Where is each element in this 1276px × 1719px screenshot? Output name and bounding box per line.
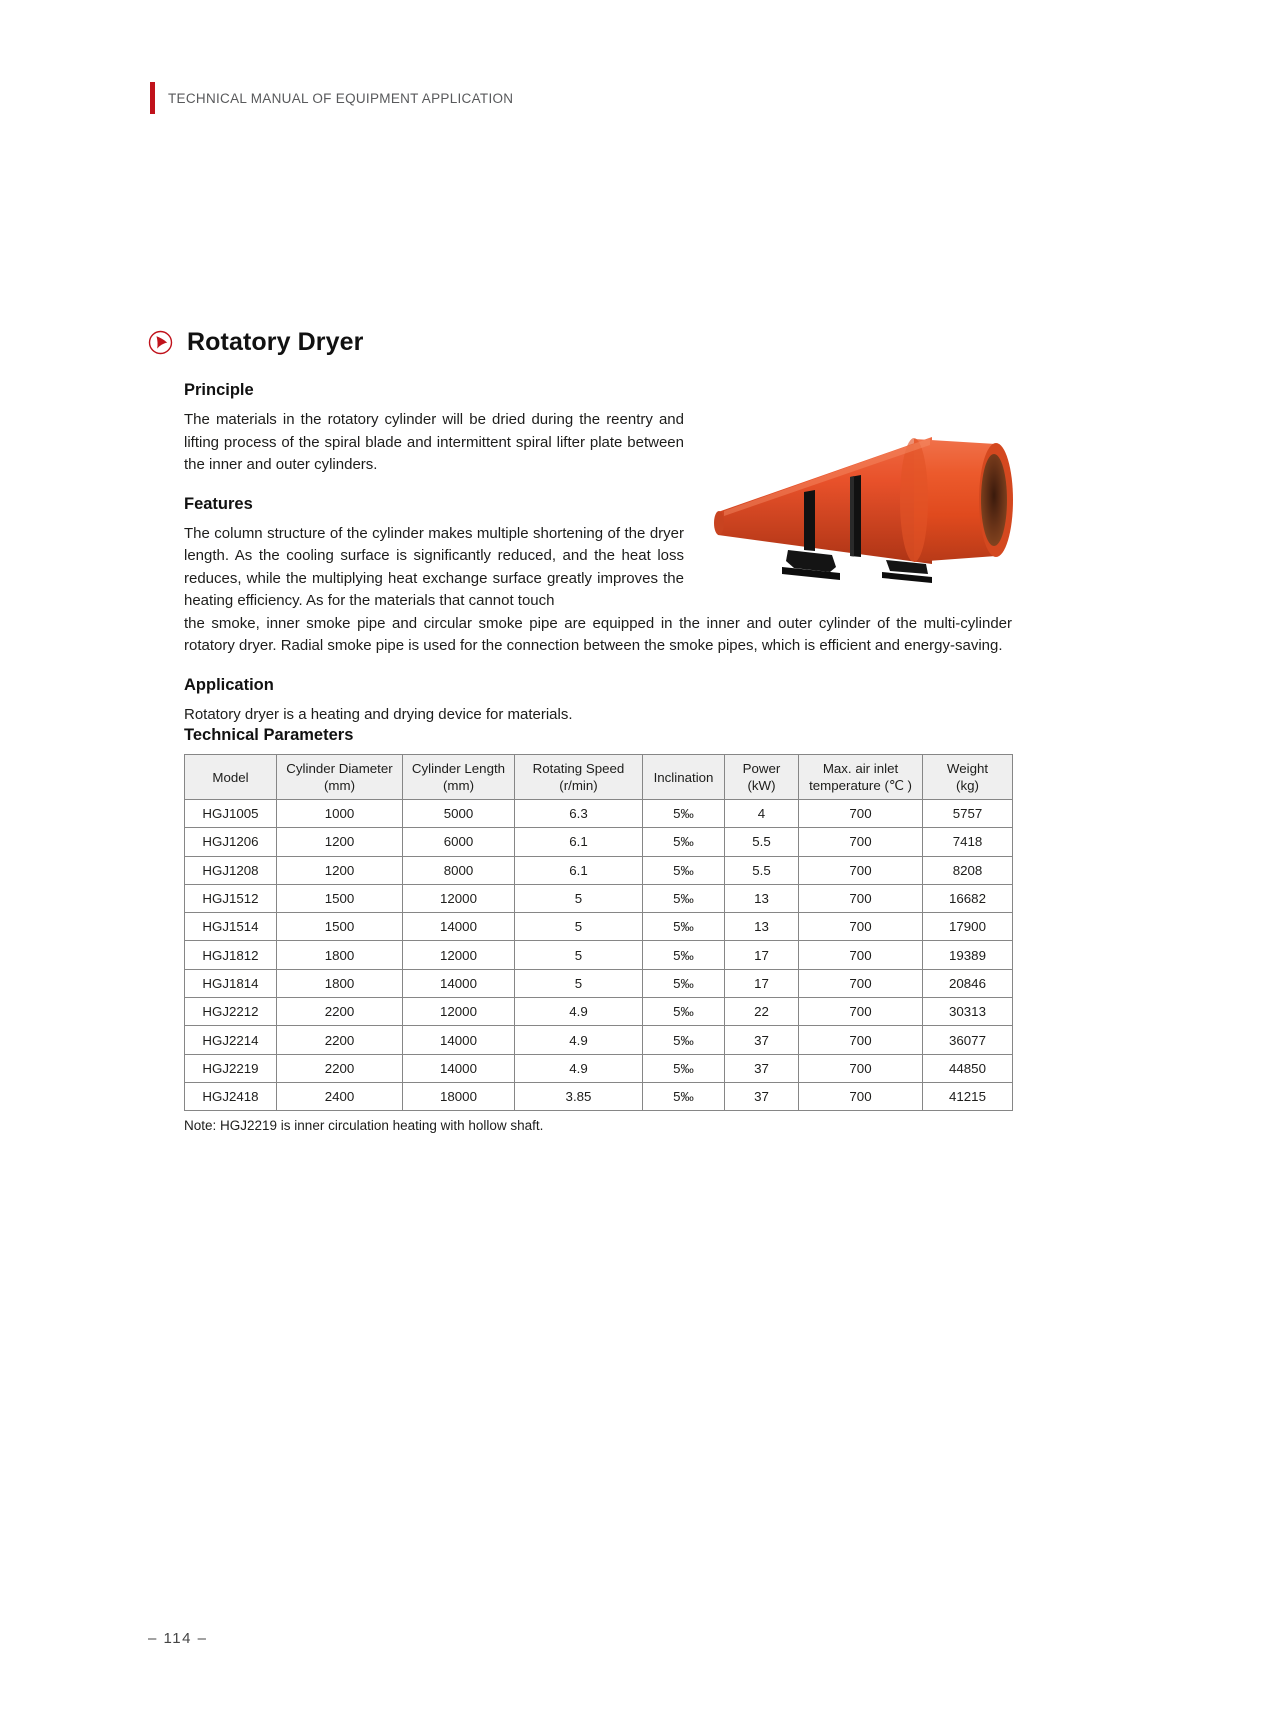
table-cell: 12000 (403, 998, 515, 1026)
cell-model: HGJ1512 (185, 884, 277, 912)
table-cell: 5‰ (643, 998, 725, 1026)
features-text-full: the smoke, inner smoke pipe and circular smoke pipe are equipped in the inner and outer cylinder of the multi-cylinder rotatory dryer. Radial smoke pipe is used for the connection between the smoke pipes, which is efficient and energy-saving. (184, 614, 1012, 654)
table-cell: 1500 (277, 884, 403, 912)
table-cell: 700 (799, 941, 923, 969)
table-cell: 5‰ (643, 884, 725, 912)
table-cell: 19389 (923, 941, 1013, 969)
table-row (185, 998, 1013, 1026)
column-header-7 (923, 755, 1013, 800)
table-cell: 30313 (923, 998, 1013, 1026)
section-title-row (148, 328, 363, 357)
cell-model: HGJ2219 (185, 1054, 277, 1082)
column-header-line1: Cylinder Diameter (286, 761, 393, 776)
column-header-4 (643, 755, 725, 800)
table-cell: 1800 (277, 969, 403, 997)
table-cell: 700 (799, 884, 923, 912)
column-header-line2: (r/min) (559, 778, 598, 793)
table-cell: 14000 (403, 1054, 515, 1082)
table-cell: 700 (799, 1026, 923, 1054)
table-cell: 5000 (403, 800, 515, 828)
column-header-0 (185, 755, 277, 800)
table-cell: 5.5 (725, 856, 799, 884)
column-header-line1: Rotating Speed (532, 761, 625, 776)
table-cell: 4.9 (515, 998, 643, 1026)
cell-model: HGJ1812 (185, 941, 277, 969)
table-cell: 700 (799, 856, 923, 884)
table-cell: 1000 (277, 800, 403, 828)
column-header-2 (403, 755, 515, 800)
principle-text: The materials in the rotatory cylinder will be dried during the reentry and lifting process of the spiral blade and intermittent spiral lifter plate between the inner and outer cylinders. (184, 411, 684, 473)
circle-arrow-right-icon (148, 330, 173, 355)
table-cell: 1800 (277, 941, 403, 969)
table-cell: 1200 (277, 856, 403, 884)
column-header-line2: temperature (℃ ) (809, 778, 912, 793)
principle-heading: Principle (184, 381, 254, 399)
table-cell: 17900 (923, 913, 1013, 941)
cell-model: HGJ1206 (185, 828, 277, 856)
table-cell: 5757 (923, 800, 1013, 828)
table-cell: 2200 (277, 1054, 403, 1082)
column-header-3 (515, 755, 643, 800)
table-cell: 16682 (923, 884, 1013, 912)
cell-model: HGJ2214 (185, 1026, 277, 1054)
table-cell: 2200 (277, 1026, 403, 1054)
table-row (185, 913, 1013, 941)
cell-model: HGJ1005 (185, 800, 277, 828)
table-cell: 6.1 (515, 828, 643, 856)
page-header (150, 82, 513, 114)
technical-parameters-table (184, 754, 1013, 1111)
table-cell: 3.85 (515, 1082, 643, 1110)
features-text-narrow: The column structure of the cylinder makes multiple shortening of the dryer length. As the cooling surface is significantly reduced, and the heat loss reduces, while the multiplying heat exchange surface greatly improves the heating efficiency. As for the materials that cannot touch (184, 524, 684, 609)
table-cell: 6000 (403, 828, 515, 856)
table-row (185, 884, 1013, 912)
table-cell: 8208 (923, 856, 1013, 884)
table-cell: 13 (725, 884, 799, 912)
table-cell: 5‰ (643, 828, 725, 856)
column-header-line2: (kW) (747, 778, 776, 793)
table-cell: 4.9 (515, 1054, 643, 1082)
table-cell: 700 (799, 1054, 923, 1082)
features-heading: Features (184, 494, 253, 513)
table-cell: 36077 (923, 1026, 1013, 1054)
table-cell: 12000 (403, 941, 515, 969)
application-heading: Application (184, 675, 274, 694)
table-cell: 17 (725, 969, 799, 997)
table-cell: 5‰ (643, 913, 725, 941)
table-cell: 5 (515, 884, 643, 912)
table-cell: 6.1 (515, 856, 643, 884)
table-cell: 1500 (277, 913, 403, 941)
table-cell: 4 (725, 800, 799, 828)
table-cell: 700 (799, 1082, 923, 1110)
table-cell: 14000 (403, 1026, 515, 1054)
cell-model: HGJ1814 (185, 969, 277, 997)
main-content (184, 381, 1012, 1133)
column-header-line2: (mm) (442, 778, 474, 793)
table-cell: 22 (725, 998, 799, 1026)
table-cell: 700 (799, 998, 923, 1026)
table-cell: 5‰ (643, 856, 725, 884)
column-header-1 (277, 755, 403, 800)
table-cell: 2400 (277, 1082, 403, 1110)
table-row (185, 1054, 1013, 1082)
table-cell: 5.5 (725, 828, 799, 856)
table-cell: 37 (725, 1082, 799, 1110)
table-cell: 41215 (923, 1082, 1013, 1110)
table-cell: 44850 (923, 1054, 1013, 1082)
table-cell: 5‰ (643, 941, 725, 969)
table-row (185, 856, 1013, 884)
table-row (185, 1026, 1013, 1054)
column-header-line1: Inclination (653, 769, 714, 785)
table-cell: 18000 (403, 1082, 515, 1110)
technical-parameters-heading: Technical Parameters (184, 726, 354, 744)
cell-model: HGJ2212 (185, 998, 277, 1026)
table-cell: 37 (725, 1026, 799, 1054)
table-cell: 5‰ (643, 1026, 725, 1054)
table-cell: 5 (515, 969, 643, 997)
table-note: Note: HGJ2219 is inner circulation heating with hollow shaft. (184, 1118, 544, 1134)
table-cell: 37 (725, 1054, 799, 1082)
table-row (185, 828, 1013, 856)
column-header-line2: (kg) (956, 778, 979, 793)
table-cell: 5 (515, 941, 643, 969)
table-cell: 8000 (403, 856, 515, 884)
table-cell: 700 (799, 828, 923, 856)
table-cell: 1200 (277, 828, 403, 856)
table-row (185, 969, 1013, 997)
table-cell: 5‰ (643, 800, 725, 828)
table-body (185, 800, 1013, 1111)
table-cell: 20846 (923, 969, 1013, 997)
application-text: Rotatory dryer is a heating and drying device for materials. (184, 705, 573, 723)
table-header (185, 755, 1013, 800)
table-cell: 5 (515, 913, 643, 941)
table-cell: 700 (799, 913, 923, 941)
cell-model: HGJ2418 (185, 1082, 277, 1110)
table-cell: 5‰ (643, 969, 725, 997)
table-row (185, 941, 1013, 969)
table-cell: 700 (799, 800, 923, 828)
table-cell: 5‰ (643, 1054, 725, 1082)
table-cell: 17 (725, 941, 799, 969)
table-cell: 14000 (403, 913, 515, 941)
column-header-line1: Cylinder Length (411, 761, 506, 776)
cell-model: HGJ1208 (185, 856, 277, 884)
header-accent-rule (150, 82, 155, 114)
table-row (185, 800, 1013, 828)
table-cell: 6.3 (515, 800, 643, 828)
column-header-line1: Model (212, 769, 249, 785)
header-title: TECHNICAL MANUAL OF EQUIPMENT APPLICATION (168, 90, 514, 106)
table-cell: 4.9 (515, 1026, 643, 1054)
column-header-6 (799, 755, 923, 800)
column-header-line1: Max. air inlet (822, 761, 899, 776)
page-title: Rotatory Dryer (187, 328, 364, 356)
table-cell: 700 (799, 969, 923, 997)
column-header-line1: Power (742, 761, 781, 776)
table-row (185, 1082, 1013, 1110)
column-header-5 (725, 755, 799, 800)
column-header-line1: Weight (946, 761, 989, 776)
table-cell: 13 (725, 913, 799, 941)
table-cell: 14000 (403, 969, 515, 997)
table-cell: 2200 (277, 998, 403, 1026)
table-cell: 7418 (923, 828, 1013, 856)
page-number: – 114 – (148, 1630, 208, 1647)
table-header-row (185, 755, 1013, 800)
cell-model: HGJ1514 (185, 913, 277, 941)
table-cell: 12000 (403, 884, 515, 912)
table-cell: 5‰ (643, 1082, 725, 1110)
column-header-line2: (mm) (323, 778, 355, 793)
